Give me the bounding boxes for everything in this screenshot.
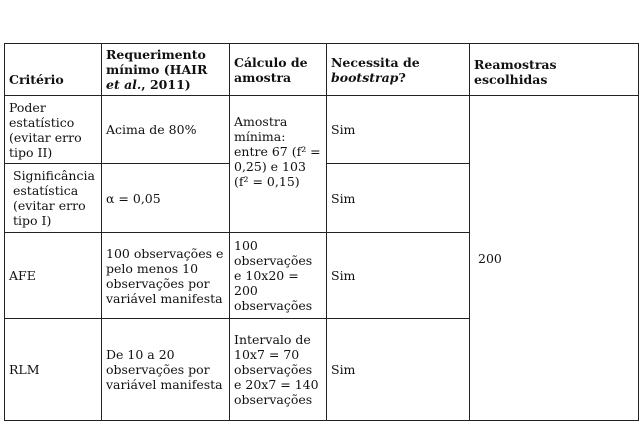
header-criterio-label: Critério — [9, 72, 64, 87]
header-reamostras — [470, 44, 639, 96]
header-row — [5, 44, 639, 96]
cell-calculo: 100 observações e 10x20 = 200 observações — [230, 233, 327, 319]
header-necessita — [327, 44, 470, 96]
cell-criterio: Significância estatística (evitar erro tipo I) — [5, 164, 102, 233]
header-necessita-bootstrap: bootstrap — [331, 69, 399, 85]
header-calculo — [230, 44, 327, 96]
cell-necessita: Sim — [327, 319, 470, 421]
header-necessita-q: ? — [398, 69, 406, 85]
header-calculo-label: Cálculo de amostra — [234, 54, 308, 85]
header-requerimento-etal: et al. — [106, 77, 142, 92]
cell-criterio: RLM — [5, 319, 102, 421]
table-row — [5, 96, 639, 164]
cell-necessita: Sim — [327, 96, 470, 164]
header-requerimento — [102, 44, 230, 96]
header-requerimento-label: Requerimento mínimo (HAIR — [106, 47, 208, 77]
cell-necessita: Sim — [327, 164, 470, 233]
cell-requerimento: 100 observações e pelo menos 10 observações por variável manifesta — [102, 233, 230, 319]
header-necessita-label: Necessita de — [331, 54, 420, 70]
cell-calculo: Intervalo de 10x7 = 70 observações e 20x7 = 140 observações — [230, 319, 327, 421]
header-requerimento-year: , 2011) — [141, 77, 191, 92]
header-reamostras-label: Reamostras escolhidas — [474, 57, 557, 87]
cell-requerimento: α = 0,05 — [102, 164, 230, 233]
cell-criterio: Poder estatístico (evitar erro tipo II) — [5, 96, 102, 164]
header-criterio — [5, 44, 102, 96]
cell-necessita: Sim — [327, 233, 470, 319]
criteria-table — [4, 43, 639, 421]
cell-requerimento: Acima de 80% — [102, 96, 230, 164]
cell-requerimento: De 10 a 20 observações por variável manifesta — [102, 319, 230, 421]
cell-reamostras-merged: 200 — [470, 96, 639, 421]
cell-calculo-merged: Amostra mínima: entre 67 (f² = 0,25) e 103 (f² = 0,15) — [230, 96, 327, 233]
cell-criterio: AFE — [5, 233, 102, 319]
